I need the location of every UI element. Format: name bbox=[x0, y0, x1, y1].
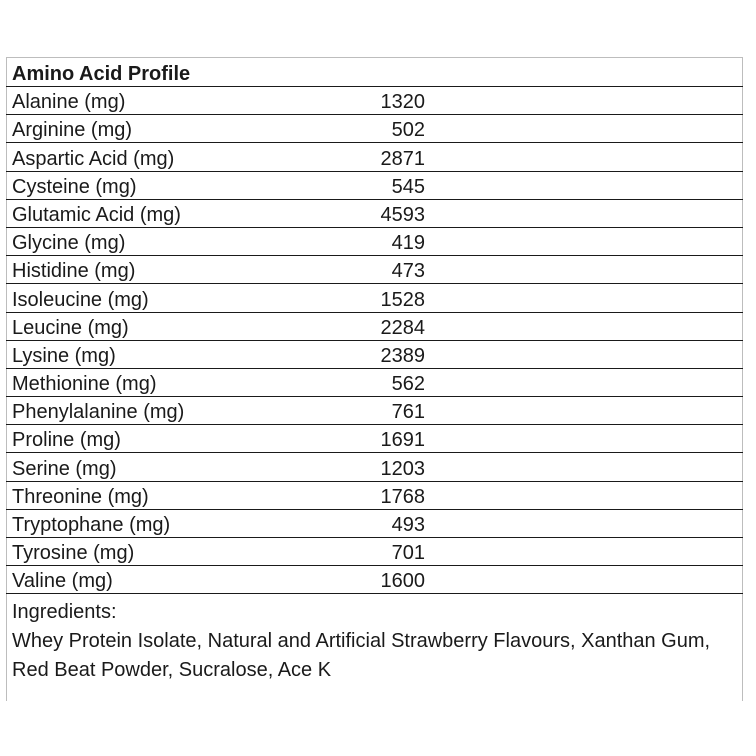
table-row bbox=[6, 200, 743, 228]
amino-acid-name: Alanine (mg) bbox=[12, 91, 126, 114]
amino-acid-name: Isoleucine (mg) bbox=[12, 288, 149, 311]
amino-acid-name: Glycine (mg) bbox=[12, 232, 126, 255]
amino-acid-name: Leucine (mg) bbox=[12, 316, 129, 339]
amino-acid-value: 701 bbox=[391, 542, 425, 565]
amino-acid-value: 1320 bbox=[380, 91, 425, 114]
amino-acid-table bbox=[6, 58, 743, 594]
amino-acid-value: 1600 bbox=[380, 570, 425, 593]
amino-acid-value: 2284 bbox=[380, 316, 425, 339]
table-row bbox=[6, 453, 743, 481]
table-row bbox=[6, 397, 743, 425]
table-row bbox=[6, 256, 743, 284]
amino-acid-name: Arginine (mg) bbox=[12, 119, 133, 142]
table-row bbox=[6, 172, 743, 200]
amino-acid-name: Threonine (mg) bbox=[12, 485, 149, 508]
table-row bbox=[6, 284, 743, 312]
table-header-row bbox=[6, 58, 743, 87]
table-row bbox=[6, 313, 743, 341]
amino-acid-name: Lysine (mg) bbox=[12, 344, 116, 367]
table-row bbox=[6, 369, 743, 397]
ingredients-text: Whey Protein Isolate, Natural and Artificial Strawberry Flavours, Xanthan Gum, Red Beat Powder, Sucralose, Ace K bbox=[12, 630, 711, 681]
amino-acid-value: 1691 bbox=[380, 429, 425, 452]
amino-acid-value: 473 bbox=[391, 260, 425, 283]
amino-acid-name: Valine (mg) bbox=[12, 570, 113, 593]
amino-acid-value: 502 bbox=[391, 119, 425, 142]
table-row bbox=[6, 143, 743, 171]
amino-acid-name: Aspartic Acid (mg) bbox=[12, 147, 175, 170]
amino-acid-value: 2389 bbox=[380, 344, 425, 367]
table-row bbox=[6, 341, 743, 369]
table-row bbox=[6, 482, 743, 510]
amino-acid-value: 1203 bbox=[380, 457, 425, 480]
amino-acid-value: 562 bbox=[391, 373, 425, 396]
table-row bbox=[6, 425, 743, 453]
ingredients-section bbox=[12, 598, 747, 685]
amino-acid-value: 545 bbox=[391, 175, 425, 198]
table-row bbox=[6, 538, 743, 566]
amino-acid-name: Phenylalanine (mg) bbox=[12, 401, 185, 424]
amino-acid-name: Cysteine (mg) bbox=[12, 175, 137, 198]
amino-acid-value: 2871 bbox=[380, 147, 425, 170]
amino-acid-value: 1768 bbox=[380, 485, 425, 508]
amino-acid-value: 1528 bbox=[380, 288, 425, 311]
table-title: Amino Acid Profile bbox=[12, 63, 191, 85]
amino-acid-name: Proline (mg) bbox=[12, 429, 121, 452]
amino-acid-name: Tryptophane (mg) bbox=[12, 514, 171, 536]
amino-acid-name: Histidine (mg) bbox=[12, 260, 136, 283]
table-row bbox=[6, 115, 743, 143]
table-row bbox=[6, 228, 743, 256]
amino-acid-name: Methionine (mg) bbox=[12, 373, 157, 396]
amino-acid-name: Serine (mg) bbox=[12, 457, 117, 480]
ingredients-label: Ingredients: bbox=[12, 601, 117, 623]
amino-acid-value: 493 bbox=[391, 514, 425, 536]
table-row bbox=[6, 566, 743, 594]
table-row bbox=[6, 510, 743, 538]
amino-acid-value: 761 bbox=[391, 401, 425, 424]
amino-acid-value: 419 bbox=[391, 232, 425, 255]
amino-acid-value: 4593 bbox=[380, 203, 425, 226]
amino-acid-name: Glutamic Acid (mg) bbox=[12, 203, 181, 226]
amino-acid-name: Tyrosine (mg) bbox=[12, 542, 135, 565]
table-row bbox=[6, 87, 743, 115]
